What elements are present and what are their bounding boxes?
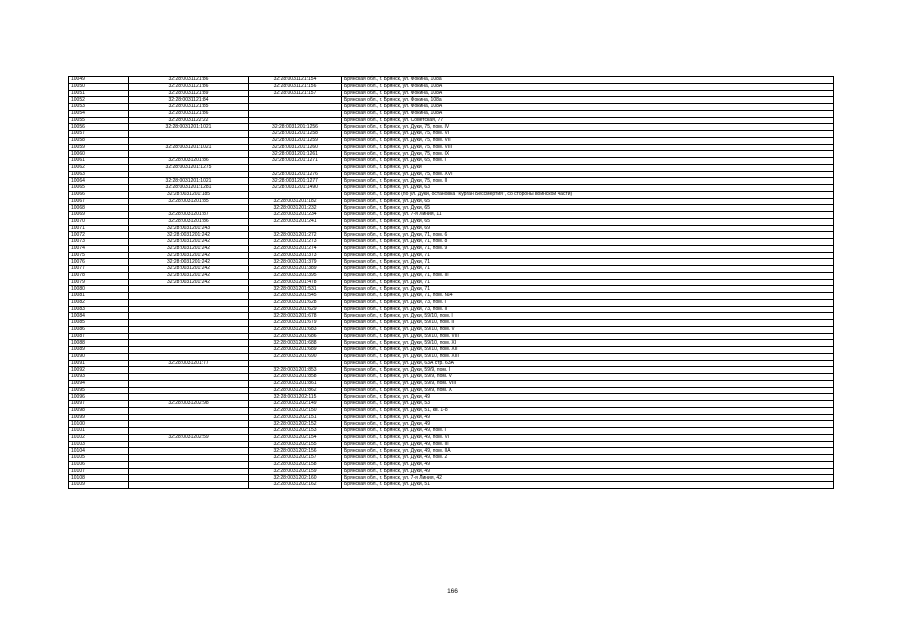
building-number-cell: 32:28:0031202:157 — [249, 455, 342, 462]
address-cell: Брянская обл., г. Брянск, ул. Дуки, 49 — [342, 468, 834, 475]
parcel-number-cell — [129, 340, 249, 347]
row-number-cell: 10058 — [69, 137, 129, 144]
table-row — [69, 90, 834, 97]
parcel-number-cell — [129, 374, 249, 381]
row-number-cell: 10050 — [69, 83, 129, 90]
address-cell: Брянская обл., г. Брянск, ул. Дуки, 59/10, пом. XIII — [342, 353, 834, 360]
building-number-cell: 32:28:0031201:373 — [249, 252, 342, 259]
table-row — [69, 482, 834, 489]
row-number-cell: 10097 — [69, 401, 129, 408]
building-number-cell: 32:28:0031201:628 — [249, 299, 342, 306]
parcel-number-cell — [129, 326, 249, 333]
building-number-cell: 32:28:0031202:115 — [249, 394, 342, 401]
parcel-number-cell: 32:28:0031201:242 — [129, 232, 249, 239]
building-number-cell: 32:28:0031201:1490 — [249, 185, 342, 192]
row-number-cell: 10053 — [69, 104, 129, 111]
building-number-cell: 32:28:0031201:858 — [249, 374, 342, 381]
row-number-cell: 10074 — [69, 245, 129, 252]
address-cell: Брянская обл., г. Брянск, ул. Фокина, 108А — [342, 110, 834, 117]
row-number-cell: 10099 — [69, 414, 129, 421]
parcel-number-cell: 32:28:0031201:87 — [129, 212, 249, 219]
address-cell: Брянская обл., г. Брянск, ул. Дуки — [342, 164, 834, 171]
address-cell: Брянская обл., г. Брянск, ул. Фокина, 108А — [342, 104, 834, 111]
table-row — [69, 441, 834, 448]
parcel-number-cell — [129, 367, 249, 374]
parcel-number-cell: 32:28:0031201:242 — [129, 245, 249, 252]
table-row — [69, 164, 834, 171]
row-number-cell: 10102 — [69, 434, 129, 441]
table-row — [69, 448, 834, 455]
table-row — [69, 171, 834, 178]
row-number-cell: 10079 — [69, 279, 129, 286]
building-number-cell: 32:28:0031201:478 — [249, 279, 342, 286]
building-number-cell: 32:28:0031201:1271 — [249, 158, 342, 165]
parcel-number-cell — [129, 414, 249, 421]
address-cell: Брянская обл., г. Брянск, ул. Дуки, 71, пом. 9 — [342, 245, 834, 252]
address-cell: Брянская обл., г. Брянск, ул. Дуки, 63 — [342, 185, 834, 192]
address-cell: Брянская обл., г. Брянск, ул. Дуки, 51 — [342, 482, 834, 489]
address-cell: Брянская обл., г. Брянск, ул. Дуки, 73, пом. I — [342, 299, 834, 306]
parcel-number-cell — [129, 448, 249, 455]
building-number-cell: 32:28:0031201:678 — [249, 313, 342, 320]
building-number-cell: 32:28:0031202:162 — [249, 482, 342, 489]
table-row — [69, 279, 834, 286]
address-cell: Брянская обл., г. Брянск, ул. Дуки, 59/10, пом. XI — [342, 340, 834, 347]
row-number-cell: 10092 — [69, 367, 129, 374]
address-cell: Брянская обл., г. Брянск, ул. Дуки, 49, пом. III — [342, 441, 834, 448]
table-row — [69, 110, 834, 117]
building-number-cell: 32:28:0031201:379 — [249, 259, 342, 266]
table-row — [69, 198, 834, 205]
table-row — [69, 131, 834, 138]
table-row — [69, 83, 834, 90]
row-number-cell: 10060 — [69, 151, 129, 158]
building-number-cell: 32:28:0031201:686 — [249, 333, 342, 340]
row-number-cell: 10067 — [69, 198, 129, 205]
parcel-number-cell: 32:28:0031121:86 — [129, 83, 249, 90]
table-row — [69, 137, 834, 144]
row-number-cell: 10101 — [69, 428, 129, 435]
building-number-cell: 32:28:0031201:853 — [249, 367, 342, 374]
address-cell: Брянская обл., г. Брянск, ул. Дуки, 49, пом. VI — [342, 434, 834, 441]
address-cell: Брянская обл., г. Брянск, ул. Дуки, 49, пом. I — [342, 428, 834, 435]
parcel-number-cell: 32:28:0031122:22 — [129, 117, 249, 124]
table-row — [69, 272, 834, 279]
parcel-number-cell — [129, 286, 249, 293]
row-number-cell: 10088 — [69, 340, 129, 347]
address-cell: Брянская обл., г. Брянск (по ул. Дуки, остановка "Курган Бессмертия", со стороны воинской части) — [342, 191, 834, 198]
parcel-number-cell: 32:28:0031121:86 — [129, 110, 249, 117]
row-number-cell: 10086 — [69, 326, 129, 333]
building-number-cell: 32:28:0031202:159 — [249, 468, 342, 475]
address-cell: Брянская обл., г. Брянск, ул. Дуки, 73, пом. II — [342, 306, 834, 313]
table-row — [69, 360, 834, 367]
row-number-cell: 10063 — [69, 171, 129, 178]
row-number-cell: 10094 — [69, 380, 129, 387]
parcel-number-cell: 32:28:0031201:242 — [129, 266, 249, 273]
parcel-number-cell — [129, 353, 249, 360]
address-cell: Брянская обл., г. Брянск, ул. 7-я Линия, 42 — [342, 475, 834, 482]
address-cell: Брянская обл., г. Брянск, ул. Дуки, 59/9, пом. I — [342, 367, 834, 374]
building-number-cell: 32:28:0031201:1277 — [249, 178, 342, 185]
address-cell: Брянская обл., г. Брянск, ул. Фокина, 108А — [342, 90, 834, 97]
address-cell: Брянская обл., г. Брянск, ул. Дуки, 59/9, пом. V — [342, 374, 834, 381]
row-number-cell: 10071 — [69, 225, 129, 232]
table-row — [69, 299, 834, 306]
table-row — [69, 380, 834, 387]
parcel-number-cell: 32:28:0031121:85 — [129, 104, 249, 111]
row-number-cell: 10072 — [69, 232, 129, 239]
row-number-cell: 10068 — [69, 205, 129, 212]
address-cell: Брянская обл., г. Брянск, ул. Дуки, 49, пом. 2 — [342, 455, 834, 462]
building-number-cell: 32:28:0031121:156 — [249, 83, 342, 90]
address-cell: Брянская обл., г. Брянск, ул. Дуки, 59/10, пом. V — [342, 326, 834, 333]
address-cell: Брянская обл., г. Брянск, ул. Дуки, 59/10, пом. I — [342, 313, 834, 320]
address-cell: Брянская обл., г. Брянск, ул. Дуки, 75, пом. VII — [342, 137, 834, 144]
table-row — [69, 218, 834, 225]
building-number-cell: 32:28:0031201:1256 — [249, 124, 342, 131]
address-cell: Брянская обл., г. Брянск, ул. Дуки, 59/10, пом. II — [342, 320, 834, 327]
row-number-cell: 10084 — [69, 313, 129, 320]
row-number-cell: 10054 — [69, 110, 129, 117]
row-number-cell: 10064 — [69, 178, 129, 185]
row-number-cell: 10109 — [69, 482, 129, 489]
parcel-number-cell: 32:28:0031202:59 — [129, 434, 249, 441]
row-number-cell: 10049 — [69, 77, 129, 84]
table-row — [69, 293, 834, 300]
building-number-cell: 32:28:0031202:152 — [249, 421, 342, 428]
address-cell: Брянская обл., г. Брянск, ул. Дуки, 63А стр. 63А — [342, 360, 834, 367]
table-row — [69, 461, 834, 468]
table-row — [69, 455, 834, 462]
table-row — [69, 475, 834, 482]
building-number-cell: 32:28:0031201:389 — [249, 266, 342, 273]
parcel-number-cell: 32:28:0031201:242 — [129, 252, 249, 259]
row-number-cell: 10108 — [69, 475, 129, 482]
building-number-cell: 32:28:0031201:234 — [249, 212, 342, 219]
building-number-cell: 32:28:0031201:395 — [249, 272, 342, 279]
building-number-cell — [249, 164, 342, 171]
building-number-cell: 32:28:0031202:156 — [249, 448, 342, 455]
address-cell: Брянская обл., г. Брянск, ул. Дуки, 65 — [342, 218, 834, 225]
parcel-number-cell: 32:28:0031201:1281 — [129, 185, 249, 192]
address-cell: Брянская обл., г. Брянск, ул. Дуки, 71 — [342, 252, 834, 259]
parcel-number-cell — [129, 380, 249, 387]
address-cell: Брянская обл., г. Брянск, ул. Дуки, 65 — [342, 198, 834, 205]
building-number-cell: 32:28:0031202:153 — [249, 428, 342, 435]
address-cell: Брянская обл., г. Брянск, ул. 7-я Линия, 11 — [342, 212, 834, 219]
address-cell: Брянская обл., г. Брянск, ул. Дуки, 59/9, пом. VIII — [342, 380, 834, 387]
row-number-cell: 10081 — [69, 293, 129, 300]
building-number-cell: 32:28:0031201:272 — [249, 232, 342, 239]
row-number-cell: 10051 — [69, 90, 129, 97]
building-number-cell: 32:28:0031201:629 — [249, 306, 342, 313]
table-row — [69, 117, 834, 124]
parcel-number-cell — [129, 306, 249, 313]
address-cell: Брянская обл., г. Брянск, ул. Фокина, 108А — [342, 83, 834, 90]
building-number-cell: 32:28:0031201:862 — [249, 387, 342, 394]
table-row — [69, 387, 834, 394]
parcel-number-cell: 32:28:0031201:1021 — [129, 144, 249, 151]
table-row — [69, 333, 834, 340]
building-number-cell — [249, 117, 342, 124]
row-number-cell: 10080 — [69, 286, 129, 293]
address-cell: Брянская обл., г. Брянск, ул. Дуки, 59/10, пом. XII — [342, 347, 834, 354]
table-row — [69, 144, 834, 151]
row-number-cell: 10055 — [69, 117, 129, 124]
row-number-cell: 10056 — [69, 124, 129, 131]
row-number-cell: 10091 — [69, 360, 129, 367]
row-number-cell: 10098 — [69, 407, 129, 414]
parcel-number-cell — [129, 299, 249, 306]
parcel-number-cell: 32:28:0031201:1021 — [129, 178, 249, 185]
building-number-cell: 32:28:0031202:154 — [249, 434, 342, 441]
row-number-cell: 10087 — [69, 333, 129, 340]
parcel-number-cell: 32:28:0031201:243 — [129, 225, 249, 232]
parcel-number-cell — [129, 333, 249, 340]
address-cell: Брянская обл., г. Брянск, ул. Дуки, 75, пом. IV — [342, 124, 834, 131]
address-cell: Брянская обл., г. Брянск, ул. Дуки, 71, пом. III — [342, 272, 834, 279]
parcel-number-cell: 32:28:0031201:77 — [129, 360, 249, 367]
parcel-number-cell — [129, 171, 249, 178]
parcel-number-cell: 32:28:0031201:242 — [129, 279, 249, 286]
parcel-number-cell: 32:28:0031201:1021 — [129, 124, 249, 131]
row-number-cell: 10096 — [69, 394, 129, 401]
building-number-cell: 32:28:0031121:157 — [249, 90, 342, 97]
parcel-number-cell — [129, 407, 249, 414]
parcel-number-cell: 32:28:0031121:86 — [129, 77, 249, 84]
address-cell: Брянская обл., г. Брянск, ул. Фокина, 108а — [342, 77, 834, 84]
parcel-number-cell: 32:28:0031201:242 — [129, 272, 249, 279]
row-number-cell: 10057 — [69, 131, 129, 138]
address-cell: Брянская обл., г. Брянск, ул. Дуки, 71 — [342, 266, 834, 273]
row-number-cell: 10073 — [69, 239, 129, 246]
row-number-cell: 10093 — [69, 374, 129, 381]
building-number-cell: 32:28:0031202:158 — [249, 461, 342, 468]
address-cell: Брянская обл., г. Брянск, ул. Дуки, 71 — [342, 286, 834, 293]
address-cell: Брянская обл., г. Брянск, ул. Дуки, 71, пом. 8 — [342, 239, 834, 246]
row-number-cell: 10089 — [69, 347, 129, 354]
table-row — [69, 225, 834, 232]
parcel-number-cell — [129, 421, 249, 428]
parcel-number-cell: 32:28:0031201:86 — [129, 158, 249, 165]
building-number-cell: 32:28:0031201:689 — [249, 347, 342, 354]
row-number-cell: 10062 — [69, 164, 129, 171]
address-cell: Брянская обл., г. Брянск, ул. Дуки, 53 — [342, 401, 834, 408]
address-cell: Брянская обл., г. Брянск, ул. Дуки, 71 — [342, 279, 834, 286]
building-number-cell: 32:28:0031201:1259 — [249, 137, 342, 144]
parcel-number-cell — [129, 468, 249, 475]
row-number-cell: 10059 — [69, 144, 129, 151]
address-cell: Брянская обл., г. Брянск, ул. Дуки, 59/10, пом. VIII — [342, 333, 834, 340]
parcel-number-cell — [129, 475, 249, 482]
parcel-number-cell — [129, 313, 249, 320]
building-number-cell: 32:28:0031201:1260 — [249, 144, 342, 151]
table-body — [69, 77, 834, 489]
table-row — [69, 326, 834, 333]
row-number-cell: 10105 — [69, 455, 129, 462]
address-cell: Брянская обл., г. Брянск, ул. Дуки, 49 — [342, 414, 834, 421]
parcel-number-cell — [129, 137, 249, 144]
building-number-cell: 32:28:0031201:241 — [249, 218, 342, 225]
building-number-cell — [249, 360, 342, 367]
building-number-cell: 32:28:0031201:531 — [249, 286, 342, 293]
parcel-number-cell: 32:28:0031201:185 — [129, 191, 249, 198]
parcel-number-cell — [129, 455, 249, 462]
address-cell: Брянская обл., г. Брянск, ул. Дуки, 51, кв. 1-8 — [342, 407, 834, 414]
table-row — [69, 407, 834, 414]
parcel-number-cell — [129, 482, 249, 489]
parcel-number-cell: 32:28:0031202:98 — [129, 401, 249, 408]
table-row — [69, 353, 834, 360]
building-number-cell: 32:28:0031201:274 — [249, 245, 342, 252]
row-number-cell: 10065 — [69, 185, 129, 192]
building-number-cell: 32:28:0031201:690 — [249, 353, 342, 360]
parcel-number-cell — [129, 387, 249, 394]
table-row — [69, 306, 834, 313]
building-number-cell: 32:28:0031202:150 — [249, 407, 342, 414]
page-number: 166 — [447, 588, 458, 595]
parcel-number-cell — [129, 131, 249, 138]
building-number-cell: 32:28:0031201:545 — [249, 293, 342, 300]
row-number-cell: 10076 — [69, 259, 129, 266]
address-cell: Брянская обл., г. Брянск, ул. Дуки, 75, пом. VI — [342, 131, 834, 138]
address-cell: Брянская обл., г. Брянск, ул. Дуки, 71 — [342, 259, 834, 266]
row-number-cell: 10069 — [69, 212, 129, 219]
address-cell: Брянская обл., г. Брянск, ул. Дуки, 71, пом. 6 — [342, 232, 834, 239]
parcel-number-cell: 32:28:0031201:1275 — [129, 164, 249, 171]
address-cell: Брянская обл., г. Брянск, ул. Дуки, 75, пом. XVI — [342, 171, 834, 178]
building-number-cell — [249, 97, 342, 104]
row-number-cell: 10066 — [69, 191, 129, 198]
building-number-cell: 32:28:0031202:151 — [249, 414, 342, 421]
parcel-number-cell: 32:28:0031201:86 — [129, 218, 249, 225]
table-row — [69, 252, 834, 259]
row-number-cell: 10075 — [69, 252, 129, 259]
building-number-cell: 32:28:0031201:679 — [249, 320, 342, 327]
table-row — [69, 191, 834, 198]
parcel-number-cell: 32:28:0031201:85 — [129, 198, 249, 205]
row-number-cell: 10052 — [69, 97, 129, 104]
building-number-cell — [249, 110, 342, 117]
address-cell: Брянская обл., г. Брянск, ул. Дуки, 65 — [342, 205, 834, 212]
building-number-cell: 32:28:0031201:1261 — [249, 151, 342, 158]
building-number-cell: 32:28:0031202:155 — [249, 441, 342, 448]
building-number-cell — [249, 191, 342, 198]
building-number-cell: 32:28:0031201:182 — [249, 198, 342, 205]
row-number-cell: 10103 — [69, 441, 129, 448]
table-row — [69, 434, 834, 441]
building-number-cell: 32:28:0031201:688 — [249, 340, 342, 347]
address-cell: Брянская обл., г. Брянск, ул. Дуки, 49 — [342, 421, 834, 428]
building-number-cell: 32:28:0031201:232 — [249, 205, 342, 212]
address-cell: Брянская обл., г. Брянск, ул. Дуки, 49 — [342, 461, 834, 468]
building-number-cell — [249, 104, 342, 111]
address-cell: Брянская обл., г. Брянск, ул. Дуки, 75, пом. II — [342, 178, 834, 185]
parcel-number-cell: 32:28:0031121:89 — [129, 90, 249, 97]
table-row — [69, 124, 834, 131]
parcel-number-cell: 32:28:0031121:84 — [129, 97, 249, 104]
table-row — [69, 401, 834, 408]
building-number-cell: 32:28:0031201:683 — [249, 326, 342, 333]
row-number-cell: 10095 — [69, 387, 129, 394]
row-number-cell: 10100 — [69, 421, 129, 428]
row-number-cell: 10107 — [69, 468, 129, 475]
table-row — [69, 414, 834, 421]
address-cell: Брянская обл., г. Брянск, ул. Дуки, 49 — [342, 394, 834, 401]
row-number-cell: 10070 — [69, 218, 129, 225]
parcel-number-cell — [129, 461, 249, 468]
parcel-number-cell — [129, 320, 249, 327]
address-cell: Брянская обл., г. Брянск, ул. Дуки, 71, пом. №4 — [342, 293, 834, 300]
address-cell: Брянская обл., г. Брянск, ул. Фокина, 108а — [342, 97, 834, 104]
building-number-cell: 32:28:0031121:154 — [249, 77, 342, 84]
parcel-number-cell: 32:28:0031201:242 — [129, 239, 249, 246]
row-number-cell: 10104 — [69, 448, 129, 455]
address-cell: Брянская обл., г. Брянск, ул. Дуки, 75, пом. VIII — [342, 144, 834, 151]
building-number-cell: 32:28:0031201:861 — [249, 380, 342, 387]
row-number-cell: 10083 — [69, 306, 129, 313]
building-number-cell: 32:28:0031201:1276 — [249, 171, 342, 178]
building-number-cell — [249, 225, 342, 232]
parcel-number-cell — [129, 441, 249, 448]
table-row — [69, 245, 834, 252]
address-cell: Брянская обл., г. Брянск, ул. Дуки, 69 — [342, 225, 834, 232]
address-cell: Брянская обл., г. Брянск, ул. Дуки, 49, пом. IIА — [342, 448, 834, 455]
row-number-cell: 10106 — [69, 461, 129, 468]
address-cell: Брянская обл., г. Брянск, ул. Дуки, 59/9, пом. X — [342, 387, 834, 394]
table-row — [69, 421, 834, 428]
row-number-cell: 10082 — [69, 299, 129, 306]
table-row — [69, 468, 834, 475]
row-number-cell: 10078 — [69, 272, 129, 279]
building-number-cell: 32:28:0031202:149 — [249, 401, 342, 408]
building-number-cell: 32:28:0031201:1258 — [249, 131, 342, 138]
parcel-number-cell — [129, 293, 249, 300]
address-cell: Брянская обл., г. Брянск, ул. Дуки, 65, пом. I — [342, 158, 834, 165]
row-number-cell: 10077 — [69, 266, 129, 273]
building-number-cell: 32:28:0031201:273 — [249, 239, 342, 246]
address-cell: Брянская обл., г. Брянск, ул. Дуки, 75, пом. IX — [342, 151, 834, 158]
row-number-cell: 10085 — [69, 320, 129, 327]
address-cell: Брянская обл., г. Брянск, ул. Советская, 77 — [342, 117, 834, 124]
parcel-number-cell — [129, 347, 249, 354]
row-number-cell: 10090 — [69, 353, 129, 360]
building-number-cell: 32:28:0031202:160 — [249, 475, 342, 482]
row-number-cell: 10061 — [69, 158, 129, 165]
parcel-number-cell: 32:28:0031201:242 — [129, 259, 249, 266]
cadastral-table — [68, 76, 834, 489]
